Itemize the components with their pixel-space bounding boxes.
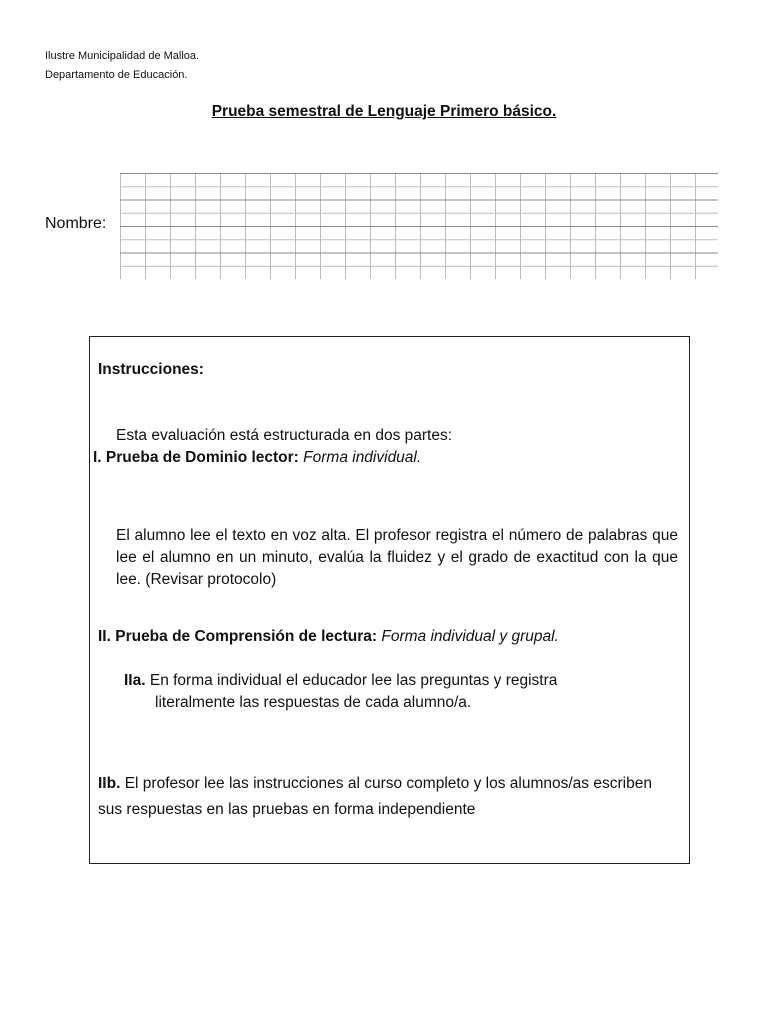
instructions-box [89,336,690,864]
part2a-label: IIa. [124,672,146,689]
name-writing-grid[interactable] [120,173,718,279]
part2b-paragraph [98,771,668,823]
name-label: Nombre: [45,215,107,232]
part2a-text-line1: En forma individual el educador lee las preguntas y registra [149,672,558,689]
part2-label: II. Prueba de Comprensión de lectura: [98,628,378,645]
part2b-text: El profesor lee las instrucciones al curso completo y los alumnos/as escriben sus respuestas en las pruebas en forma independiente [98,775,652,818]
part1-heading [93,447,421,469]
page-title: Prueba semestral de Lenguaje Primero básico. [211,103,557,120]
instructions-title: Instrucciones: [98,361,204,378]
part1-mode: Forma individual. [303,449,422,466]
header-line-municipality: Ilustre Municipalidad de Malloa. [45,50,200,62]
part1-label: I. Prueba de Dominio lector: [93,449,299,466]
instructions-intro: Esta evaluación está estructurada en dos partes: [116,427,453,444]
header-line-department: Departamento de Educación. [45,69,188,81]
part2-heading [98,626,559,648]
part2-mode: Forma individual y grupal. [381,628,559,645]
part2a-text-line2: literalmente las respuestas de cada alumno/a. [155,694,472,711]
part1-description: El alumno lee el texto en voz alta. El profesor registra el número de palabras que lee el alumno en un minuto, evalúa la fluidez y el grado de exactitud con la que lee. (Revisar protocolo) [116,527,678,588]
part2b-label: IIb. [98,775,121,792]
part2a-paragraph [124,670,644,714]
